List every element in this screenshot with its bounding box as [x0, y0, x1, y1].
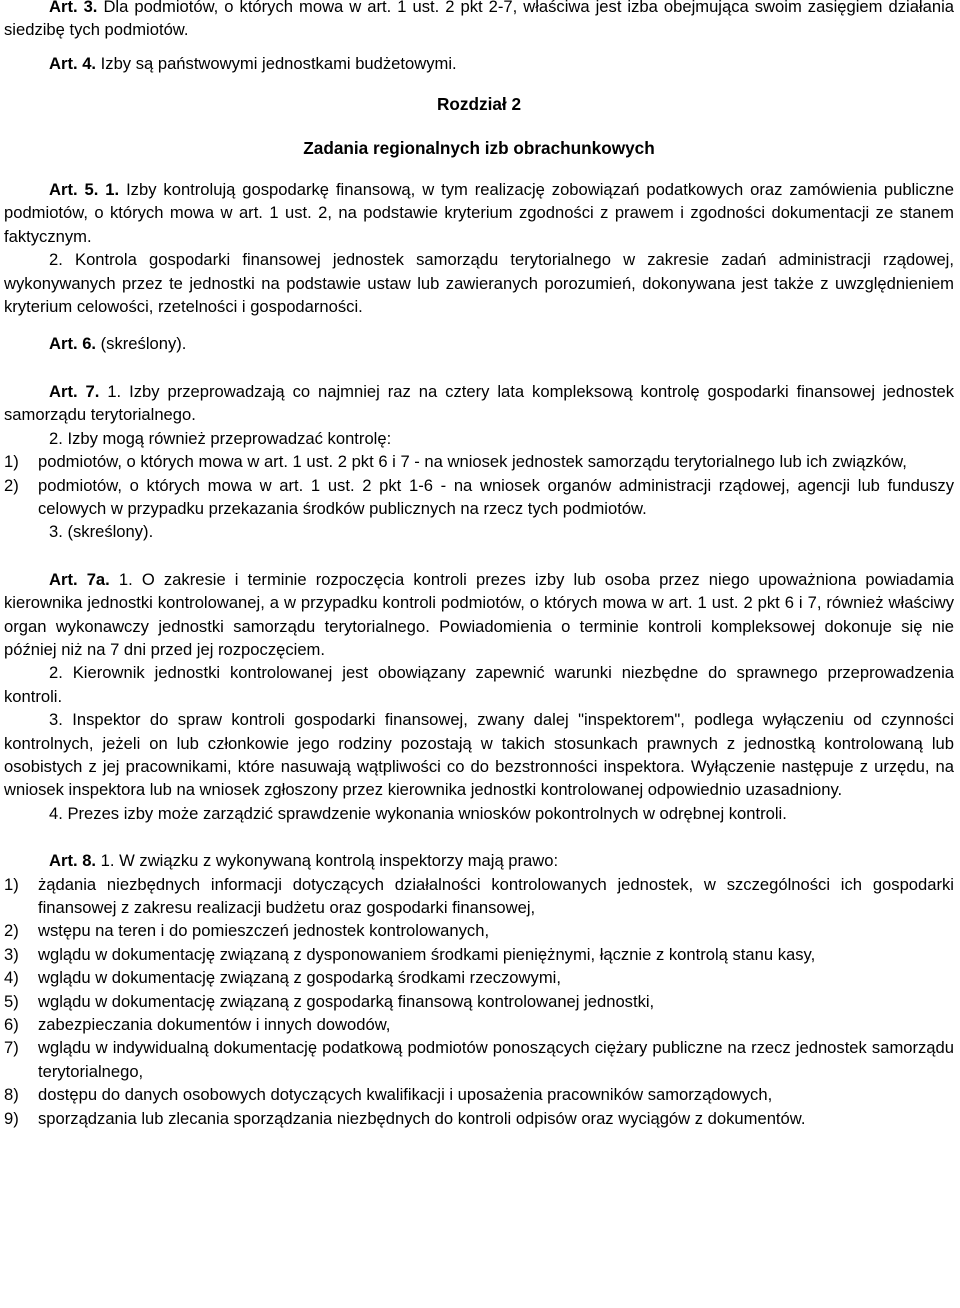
article-5-para-2 [4, 248, 954, 318]
paragraph-number: 1. [105, 180, 120, 200]
list-item [4, 966, 954, 989]
list-item [4, 990, 954, 1013]
chapter-number: Rozdział 2 [436, 94, 522, 115]
list-item [4, 474, 954, 521]
list-item [4, 943, 954, 966]
article-7-para-3: 3. (skreślony). [49, 522, 154, 542]
article-3 [4, 0, 954, 42]
article-6 [4, 332, 954, 355]
list-item-number: 8) [4, 1085, 19, 1105]
article-7a-para-3: 3. Inspektor do spraw kontroli gospodarki finansowej, zwany dalej "inspektorem", podlega wyłączeniu od czynności kontrolnych, jeżeli on lub członkowie jego rodziny pozostają w takich stosunkach prawnych z jednostką kontrolowaną lub osobistych z jej pracownikami, które nasuwają wątpliwości co do bezstronności inspektora. Wyłączenie następuje z urzędu, na wniosek inspektora lub na wniosek zgłoszony przez kierownika jednostki kontrolowanej odpowiednio uzasadniony. [4, 710, 954, 800]
paragraph-text: Izby mogą również przeprowadzać kontrolę: [67, 428, 392, 448]
article-7a-para-4: 4. Prezes izby może zarządzić sprawdzenie wykonania wniosków pokontrolnych w odrębnej kontroli. [49, 803, 787, 823]
paragraph-number: 1. [100, 851, 115, 871]
paragraph-text: O zakresie i terminie rozpoczęcia kontroli prezes izby lub osoba przez niego upoważniona powiadamia kierownika jednostki kontrolowanej, a w przypadku kontroli podmiotów, o których mowa w art. 1 ust. 2 pkt 6 i 7, również właściwy organ wykonawczy jednostki samorządu terytorialnego. Powiadomienia o terminie kontroli kompleksowej dokonuje się nie później niż na 7 dni przed jej rozpoczęciem. [4, 569, 954, 659]
paragraph-text: Kontrola gospodarki finansowej jednostek samorządu terytorialnego w zakresie zadań administracji rządowej, wykonywanych przez te jednostki na podstawie ustaw lub zawieranych porozumień, dokonywana jest także z uwzględnieniem kryterium celowości, rzetelności i gospodarności. [4, 250, 954, 317]
list-item-number: 9) [4, 1108, 19, 1128]
paragraph-text: Izby przeprowadzają co najmniej raz na cztery lata kompleksową kontrolę gospodarki finansowej jednostek samorządu terytorialnego. [4, 381, 954, 425]
paragraph-number: 2. [49, 250, 63, 270]
paragraph-number: 2. [49, 428, 63, 448]
list-item [4, 919, 954, 942]
list-item-text: wglądu w dokumentację związaną z dysponowaniem środkami pieniężnymi, łącznie z kontrolą stanu kasy, [38, 944, 816, 964]
article-8-para-1 [4, 849, 954, 872]
article-7a-para-2: 2. Kierownik jednostki kontrolowanej jest obowiązany zapewnić warunki niezbędne do sprawnego przeprowadzenia kontroli. [4, 663, 954, 706]
article-label: Art. 5. [49, 180, 99, 200]
list-item-text: sporządzania lub zlecania sporządzania niezbędnych do kontroli odpisów oraz wyciągów z dokumentów. [38, 1108, 806, 1128]
list-item-text: wglądu w dokumentację związaną z gospodarką finansową kontrolowanej jednostki, [38, 991, 655, 1011]
article-label: Art. 6. [49, 334, 97, 354]
article-label: Art. 7a. [49, 569, 110, 589]
list-item-text: wstępu na teren i do pomieszczeń jednostek kontrolowanych, [38, 921, 490, 941]
list-item-text: podmiotów, o których mowa w art. 1 ust. 2 pkt 1-6 - na wniosek organów administracji rządowej, agencji lub funduszy celowych w przypadku przekazania środków publicznych na rzecz tych podmiotów. [38, 475, 954, 518]
article-7-point-list [4, 450, 954, 520]
article-text: Dla podmiotów, o których mowa w art. 1 ust. 2 pkt 2-7, właściwa jest izba obejmująca swoim zasięgiem działania siedzibę tych podmiotów. [4, 0, 954, 40]
article-text: Izby są państwowymi jednostkami budżetowymi. [100, 53, 457, 73]
paragraph-text: Izby kontrolują gospodarkę finansową, w tym realizację zobowiązań podatkowych oraz zamówienia publiczne podmiotów, o których mowa w art. 1 ust. 2, na podstawie kryterium zgodności z prawem i zgodności dokumentacji ze stanem faktycznym. [4, 180, 954, 246]
list-item-number: 1) [4, 452, 19, 472]
list-item-number: 5) [4, 991, 19, 1011]
list-item-number: 1) [4, 874, 19, 894]
list-item-text: żądania niezbędnych informacji dotyczących działalności kontrolowanych jednostek, w szczególności ich gospodarki finansowej z zakresu realizacji budżetu oraz gospodarki finansowej, [38, 874, 954, 917]
article-label: Art. 3. [49, 0, 98, 16]
list-item-number: 3) [4, 944, 19, 964]
list-item [4, 1107, 954, 1130]
list-item-number: 6) [4, 1015, 19, 1035]
article-text: (skreślony). [100, 334, 187, 354]
list-item-text: wglądu w indywidualną dokumentację podatkową podmiotów ponoszących ciężary publiczne na rzecz jednostek samorządu terytorialnego, [38, 1038, 954, 1081]
article-7-para-2 [4, 427, 954, 450]
list-item-text: podmiotów, o których mowa w art. 1 ust. 2 pkt 6 i 7 - na wniosek jednostek samorządu terytorialnego lub ich związków, [38, 452, 907, 472]
paragraph-text: W związku z wykonywaną kontrolą inspektorzy mają prawo: [119, 851, 559, 871]
article-7a-para-1 [4, 568, 954, 662]
list-item-number: 2) [4, 475, 19, 495]
list-item [4, 1083, 954, 1106]
list-item-number: 7) [4, 1038, 19, 1058]
article-8-point-list [4, 873, 954, 1130]
list-item-text: wglądu w dokumentację związaną z gospodarką środkami rzeczowymi, [38, 968, 561, 988]
article-label: Art. 8. [49, 851, 97, 871]
article-4 [4, 52, 954, 75]
chapter-title: Zadania regionalnych izb obrachunkowych [303, 137, 655, 158]
list-item [4, 450, 954, 473]
list-item-text: dostępu do danych osobowych dotyczących kwalifikacji i uposażenia pracowników samorządowych, [38, 1085, 773, 1105]
paragraph-number: 1. [107, 381, 122, 401]
article-label: Art. 7. [49, 381, 100, 401]
article-7-para-1 [4, 380, 954, 427]
article-label: Art. 4. [49, 53, 97, 73]
list-item [4, 1013, 954, 1036]
article-5-para-1 [4, 178, 954, 248]
list-item [4, 873, 954, 920]
list-item [4, 1036, 954, 1083]
list-item-text: zabezpieczania dokumentów i innych dowodów, [38, 1015, 391, 1035]
list-item-number: 4) [4, 968, 19, 988]
list-item-number: 2) [4, 921, 19, 941]
paragraph-number: 1. [118, 569, 133, 589]
